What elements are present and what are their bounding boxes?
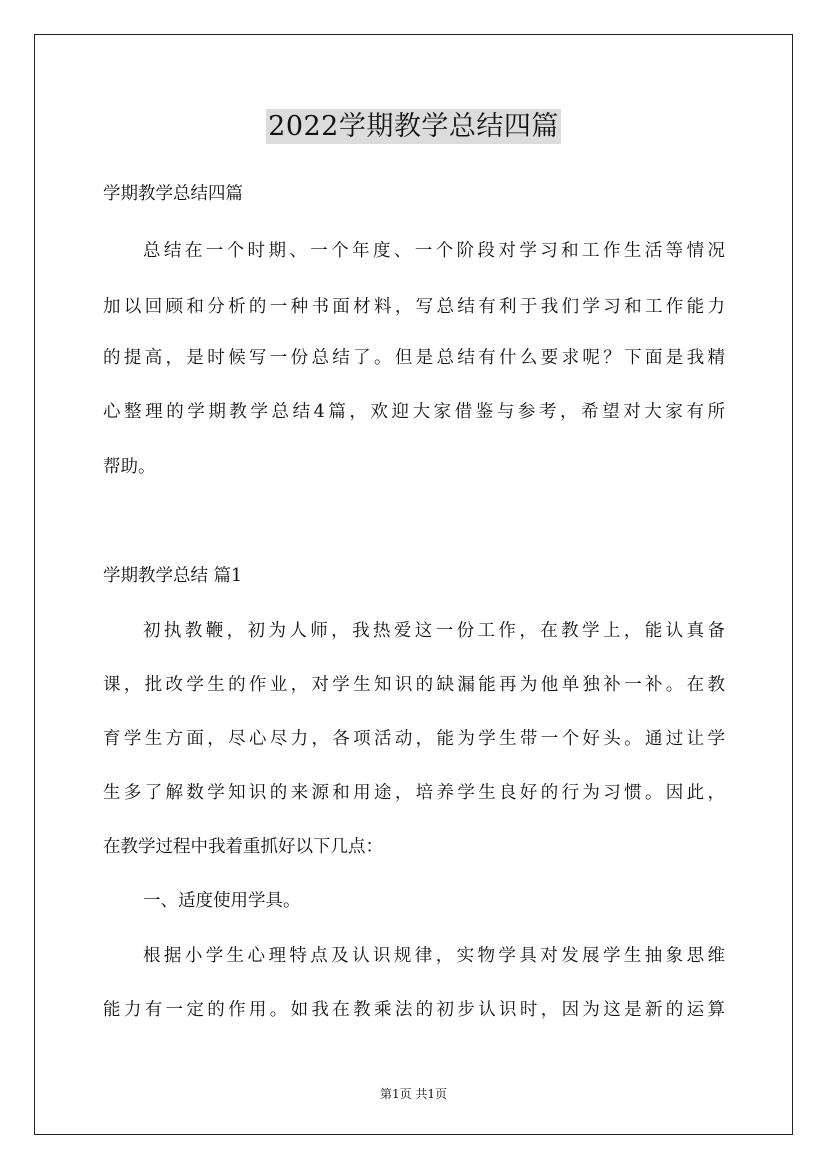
intro-line-4: 心整理的学期教学总结4篇，欢迎大家借鉴与参考，希望对大家有所 (103, 402, 725, 422)
intro-line-2: 加以回顾和分析的一种书面材料，写总结有利于我们学习和工作能力 (103, 297, 725, 317)
section1-line-1: 初执教鞭，初为人师，我热爱这一份工作，在教学上，能认真备 (143, 621, 725, 641)
point1-line-2: 能力有一定的作用。如我在教乘法的初步认识时，因为这是新的运算 (103, 1000, 725, 1020)
section1-heading: 学期教学总结 篇1 (103, 566, 243, 586)
intro-line-1: 总结在一个时期、一个年度、一个阶段对学习和工作生活等情况 (143, 241, 725, 261)
document-title (0, 104, 827, 143)
section1-line-4: 生多了解数学知识的来源和用途，培养学生良好的行为习惯。因此， (103, 783, 725, 803)
page-footer: 第1页 共1页 (379, 1087, 448, 1101)
section1-line-2: 课，批改学生的作业，对学生知识的缺漏能再为他单独补一补。在教 (103, 675, 725, 695)
intro-line-3: 的提高，是时候写一份总结了。但是总结有什么要求呢？下面是我精 (103, 348, 725, 368)
document-title-text: 2022学期教学总结四篇 (268, 111, 559, 142)
intro-line-5: 帮助。 (103, 457, 156, 477)
point1-line-1: 根据小学生心理特点及认识规律，实物学具对发展学生抽象思维 (143, 946, 725, 966)
point1-heading: 一、适度使用学具。 (143, 891, 301, 911)
document-subtitle: 学期教学总结四篇 (103, 184, 243, 204)
section1-line-3: 育学生方面，尽心尽力，各项活动，能为学生带一个好头。通过让学 (103, 729, 725, 749)
section1-line-5: 在教学过程中我着重抓好以下几点： (103, 837, 383, 857)
